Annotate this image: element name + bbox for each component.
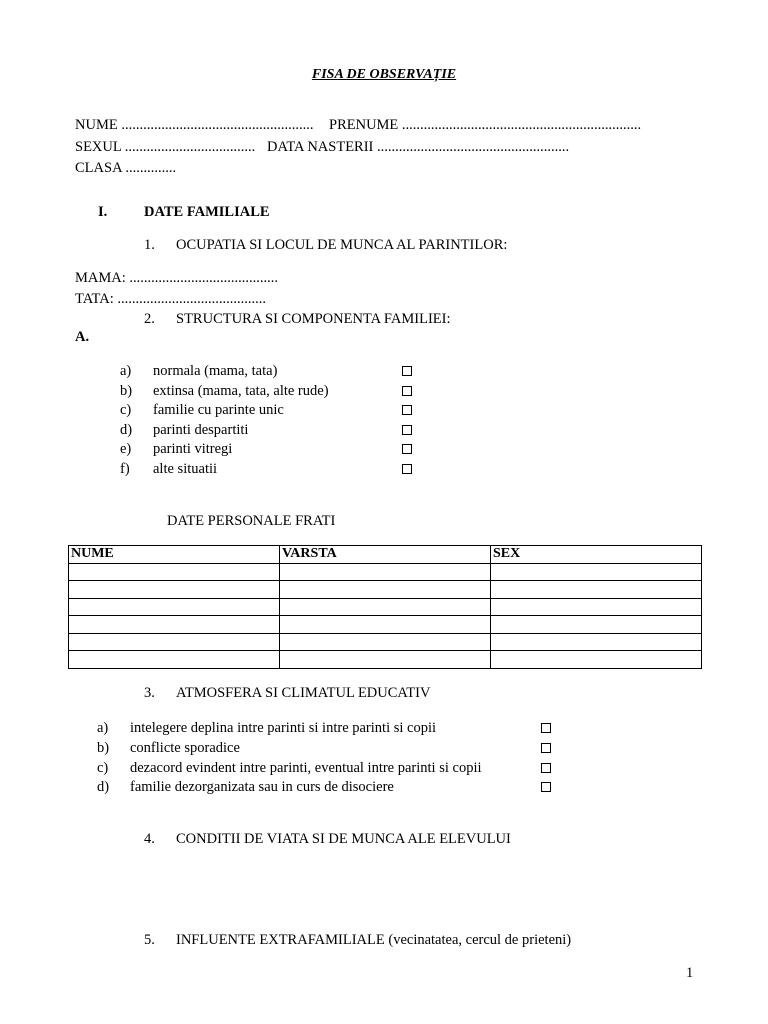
tata-field[interactable]: TATA: ......................................... bbox=[75, 291, 267, 307]
table-cell[interactable] bbox=[491, 563, 702, 581]
item-heading: INFLUENTE EXTRAFAMILIALE (vecinatatea, cercul de prieteni) bbox=[176, 932, 572, 948]
section-numeral: I. bbox=[98, 204, 108, 220]
option-label: normala (mama, tata) bbox=[153, 363, 278, 379]
option-letter: d) bbox=[97, 779, 110, 795]
checkbox[interactable] bbox=[402, 464, 412, 474]
sexul-field[interactable]: SEXUL .................................... bbox=[75, 139, 256, 155]
clasa-field[interactable]: CLASA .............. bbox=[75, 160, 177, 176]
option-label: familie cu parinte unic bbox=[153, 402, 284, 418]
checkbox[interactable] bbox=[541, 763, 551, 773]
table-cell[interactable] bbox=[491, 598, 702, 616]
option-letter: c) bbox=[97, 760, 109, 776]
table-cell[interactable] bbox=[280, 563, 491, 581]
table-header-row bbox=[69, 546, 702, 564]
prenume-field[interactable]: PRENUME .................................................................. bbox=[329, 117, 642, 133]
table-cell[interactable] bbox=[280, 633, 491, 651]
option-letter: f) bbox=[120, 461, 130, 477]
checkbox[interactable] bbox=[541, 782, 551, 792]
checkbox[interactable] bbox=[402, 425, 412, 435]
item-number: 5. bbox=[144, 932, 155, 948]
siblings-table bbox=[68, 545, 702, 669]
option-letter: e) bbox=[120, 441, 132, 457]
frati-heading: DATE PERSONALE FRATI bbox=[167, 513, 336, 529]
item-heading: CONDITII DE VIATA SI DE MUNCA ALE ELEVULUI bbox=[176, 831, 511, 847]
item-heading: STRUCTURA SI COMPONENTA FAMILIEI: bbox=[176, 311, 451, 327]
option-label: alte situatii bbox=[153, 461, 218, 477]
option-letter: a) bbox=[120, 363, 132, 379]
option-letter: c) bbox=[120, 402, 132, 418]
table-cell[interactable] bbox=[69, 563, 280, 581]
nume-field[interactable]: NUME ..................................................... bbox=[75, 117, 314, 133]
item-number: 1. bbox=[144, 237, 155, 253]
table-cell[interactable] bbox=[280, 651, 491, 669]
table-cell[interactable] bbox=[69, 581, 280, 599]
option-letter: b) bbox=[120, 383, 133, 399]
table-row bbox=[69, 598, 702, 616]
checkbox[interactable] bbox=[541, 743, 551, 753]
mama-field[interactable]: MAMA: ......................................... bbox=[75, 270, 279, 286]
table-cell[interactable] bbox=[69, 598, 280, 616]
table-row bbox=[69, 616, 702, 634]
table-cell[interactable] bbox=[280, 598, 491, 616]
table-row bbox=[69, 581, 702, 599]
table-cell[interactable] bbox=[491, 651, 702, 669]
option-label: parinti vitregi bbox=[153, 441, 233, 457]
table-row bbox=[69, 651, 702, 669]
column-header-varsta: VARSTA bbox=[280, 546, 491, 564]
item-number: 2. bbox=[144, 311, 155, 327]
option-label: intelegere deplina intre parinti si intre parinti si copii bbox=[130, 720, 437, 736]
option-label: parinti despartiti bbox=[153, 422, 249, 438]
item-number: 3. bbox=[144, 685, 155, 701]
option-label: conflicte sporadice bbox=[130, 740, 240, 756]
checkbox[interactable] bbox=[402, 386, 412, 396]
table-cell[interactable] bbox=[491, 581, 702, 599]
section-heading: DATE FAMILIALE bbox=[144, 204, 270, 220]
table-cell[interactable] bbox=[69, 616, 280, 634]
option-letter: d) bbox=[120, 422, 133, 438]
option-letter: b) bbox=[97, 740, 110, 756]
table-cell[interactable] bbox=[69, 633, 280, 651]
table-row bbox=[69, 563, 702, 581]
item-number: 4. bbox=[144, 831, 155, 847]
checkbox[interactable] bbox=[541, 723, 551, 733]
data-nasterii-field[interactable]: DATA NASTERII ..................................................... bbox=[267, 139, 570, 155]
column-header-nume: NUME bbox=[69, 546, 280, 564]
option-label: extinsa (mama, tata, alte rude) bbox=[153, 383, 329, 399]
sub-label: A. bbox=[75, 329, 90, 345]
option-label: familie dezorganizata sau in curs de disociere bbox=[130, 779, 394, 795]
page-number: 1 bbox=[686, 965, 694, 981]
document-title: FISA DE OBSERVAȚIE bbox=[311, 67, 457, 82]
checkbox[interactable] bbox=[402, 444, 412, 454]
checkbox[interactable] bbox=[402, 366, 412, 376]
column-header-sex: SEX bbox=[491, 546, 702, 564]
table-cell[interactable] bbox=[280, 581, 491, 599]
checkbox[interactable] bbox=[402, 405, 412, 415]
option-letter: a) bbox=[97, 720, 109, 736]
table-cell[interactable] bbox=[491, 616, 702, 634]
table-cell[interactable] bbox=[280, 616, 491, 634]
option-label: dezacord evindent intre parinti, eventual intre parinti si copii bbox=[130, 760, 482, 776]
item-heading: ATMOSFERA SI CLIMATUL EDUCATIV bbox=[176, 685, 431, 701]
item-heading: OCUPATIA SI LOCUL DE MUNCA AL PARINTILOR: bbox=[176, 237, 508, 253]
table-row bbox=[69, 633, 702, 651]
table-cell[interactable] bbox=[491, 633, 702, 651]
table-cell[interactable] bbox=[69, 651, 280, 669]
